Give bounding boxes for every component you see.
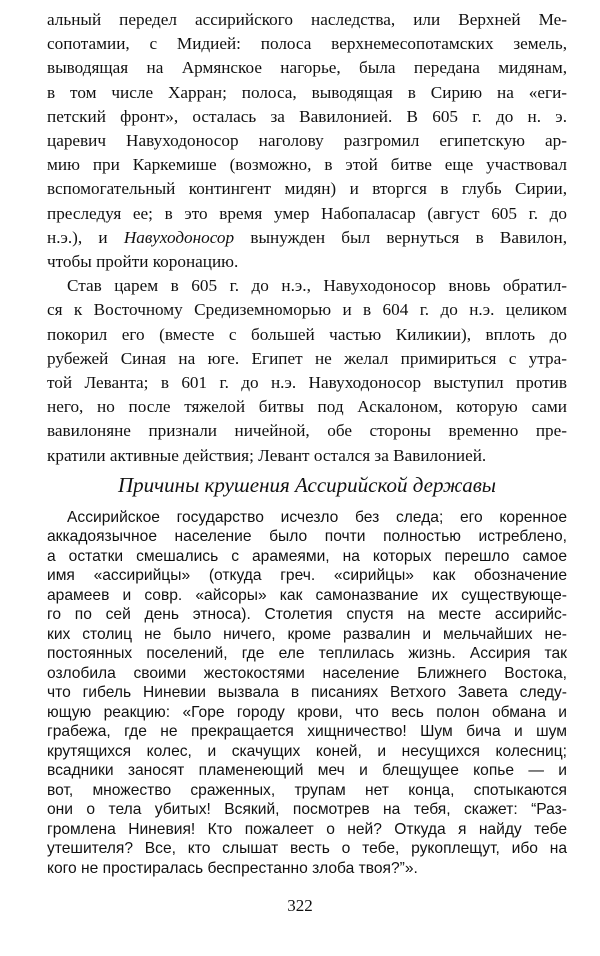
text-line: что гибель Ниневии вызвала в писаниях Ветхого Завета следу- [47,684,567,702]
text-line: петский фронт», осталась за Вавилонией. В 605 г. до н. э. [47,106,567,126]
text-line: громлена Ниневия! Кто пожалеет о ней? Откуда я найду тебе [47,820,567,838]
italic-name: Навуходоносор [123,227,235,247]
text-line: царевич Навуходоносор наголову разгромил египетскую ар- [47,131,567,150]
text-line: они о тела убитых! Всякий, посмотрев на тебя, скажет: “Раз- [47,801,567,819]
text-line: ющую реакцию: «Горе городу крови, что весь полон обмана и [47,703,567,721]
text-line: ких столиц не было ничего, кроме развалин и мельчайших не- [47,625,567,643]
text-fragment: вынужден был вернуться в Вавилон, [234,227,567,247]
text-line: а остатки смешались с арамеями, на которых перешло самое [47,547,567,565]
text-line: в том числе Харран; полоса, выводящая в Сирию на «еги- [47,82,567,102]
text-line: всадники заносят пламенеющий меч и блещущее копье — и [47,762,567,780]
text-line: покорил его (вместе с большей частью Киликии), вплоть до [47,324,567,344]
text-line: него, но после тяжелой битвы под Аскалоном, которую сами [47,397,567,417]
text-line: утешителя? Все, кто слышат весть о тебе, рукоплещут, ибо на [47,840,567,858]
text-line: кого не простиралась беспрестанно злоба твоя?”». [47,859,418,877]
text-fragment: н.э.), и [47,227,124,247]
text-line: арамеев и совр. «айсоры» как самоназвание их существующе- [47,586,567,604]
text-line: крутящихся колес, и скачущих коней, и несущихся колесниц; [47,742,567,760]
text-line: вавилоняне признали ничейной, обе стороны временно пре- [47,421,567,441]
text-line: альный передел ассирийского наследства, или Верхней Ме- [47,10,567,29]
text-line: кратили активные действия; Левант остался за Вавилонией. [47,445,487,465]
section-heading: Причины крушения Ассирийской державы [117,472,497,497]
text-line: вспомогательный контингент мидян) и вторгся в глубь Сирии, [47,179,567,199]
page-number: 322 [287,896,313,916]
text-line: рубежей Синая на юге. Египет не желал примириться с утра- [47,348,567,368]
text-line: Ассирийское государство исчезло без следа; его коренное [67,508,567,526]
text-line: ся к Восточному Средиземноморью и в 604 г. до н.э. целиком [47,300,567,320]
text-line: постоянных поселений, где еле теплилась жизнь. Ассирия так [47,645,567,663]
text-line: грабежа, где не прекращается хищничество! Шум бича и шум [47,723,567,741]
text-line [47,226,567,250]
text-line: имя «ассирийцы» (откуда греч. «сирийцы» как обозначение [47,567,567,585]
text-line: мию при Каркемише (возможно, в этой битве еще участвовал [47,155,567,175]
text-line: выводящая на Армянское нагорье, была передана мидянам, [47,58,567,78]
text-line: Став царем в 605 г. до н.э., Навуходоносор вновь обратил- [67,276,567,296]
text-line: вот, множество сраженных, трупам нет конца, спотыкаются [47,781,567,799]
text-line: аккадоязычное население было почти полностью истреблено, [47,528,567,546]
text-line: чтобы пройти коронацию. [47,252,239,271]
text-line: той Леванта; в 601 г. до н.э. Навуходоносор выступил против [47,373,567,392]
text-line: го по сей день этноса). Столетия спустя на месте ассирийс- [47,606,567,624]
text-line: преследуя ее; в это время умер Набопаласар (август 605 г. до [47,203,567,223]
text-line: озлобила своими жестокостями население Ближнего Востока, [47,664,567,682]
text-line: сопотамии, с Мидией: полоса верхнемесопотамских земель, [47,34,567,54]
